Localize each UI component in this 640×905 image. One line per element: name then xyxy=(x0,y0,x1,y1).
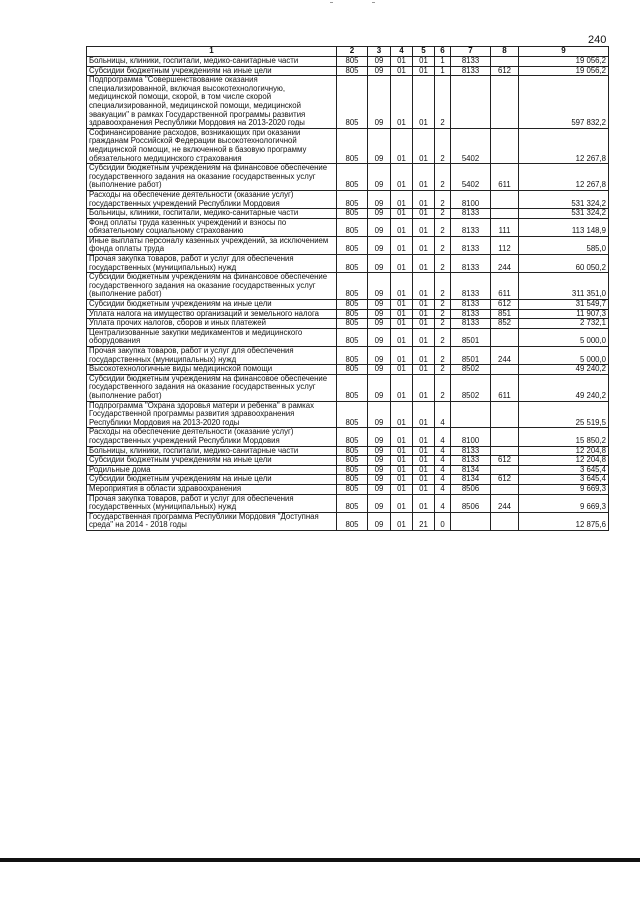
table-row xyxy=(87,347,609,365)
table-row xyxy=(87,456,609,466)
code-cell: 8502 xyxy=(451,374,491,401)
code-cell: 4 xyxy=(435,475,451,485)
code-cell: 8133 xyxy=(451,57,491,67)
code-cell: 01 xyxy=(413,374,435,401)
code-cell: 09 xyxy=(368,401,391,428)
expense-name-cell: Прочая закупка товаров, работ и услуг для обеспечения государственных (муниципальных) нужд xyxy=(87,494,337,512)
column-header: 9 xyxy=(519,47,609,57)
code-cell: 1 xyxy=(435,66,451,76)
code-cell: 01 xyxy=(391,76,413,129)
code-cell: 01 xyxy=(413,218,435,236)
amount-cell: 25 519,5 xyxy=(519,401,609,428)
code-cell: 8502 xyxy=(451,365,491,375)
code-cell: 01 xyxy=(413,57,435,67)
code-cell: 01 xyxy=(391,57,413,67)
code-cell: 805 xyxy=(337,190,368,208)
code-cell: 09 xyxy=(368,76,391,129)
table-row xyxy=(87,484,609,494)
expense-name-cell: Субсидии бюджетным учреждениям на финансовое обеспечение государственного задания на оказание государственных услуг (выполнение работ) xyxy=(87,273,337,300)
code-cell: 01 xyxy=(391,300,413,310)
code-cell: 8506 xyxy=(451,494,491,512)
amount-cell: 11 907,3 xyxy=(519,309,609,319)
amount-cell: 12 204,8 xyxy=(519,446,609,456)
code-cell xyxy=(491,428,519,446)
code-cell: 805 xyxy=(337,456,368,466)
expense-name-cell: Субсидии бюджетным учреждениям на финансовое обеспечение государственного задания на оказание государственных услуг (выполнение работ) xyxy=(87,164,337,191)
expense-name-cell: Больницы, клиники, госпитали, медико-санитарные части xyxy=(87,57,337,67)
code-cell: 01 xyxy=(413,428,435,446)
code-cell: 09 xyxy=(368,209,391,219)
code-cell: 01 xyxy=(413,446,435,456)
code-cell: 805 xyxy=(337,512,368,530)
code-cell: 21 xyxy=(413,512,435,530)
code-cell: 01 xyxy=(391,236,413,254)
code-cell: 01 xyxy=(391,66,413,76)
amount-cell: 31 549,7 xyxy=(519,300,609,310)
code-cell: 2 xyxy=(435,300,451,310)
code-cell: 8100 xyxy=(451,190,491,208)
table-row xyxy=(87,446,609,456)
expense-name-cell: Уплата прочих налогов, сборов и иных платежей xyxy=(87,319,337,329)
code-cell xyxy=(491,57,519,67)
code-cell: 01 xyxy=(413,66,435,76)
code-cell: 01 xyxy=(391,446,413,456)
code-cell: 01 xyxy=(413,465,435,475)
code-cell: 4 xyxy=(435,401,451,428)
code-cell: 01 xyxy=(391,347,413,365)
code-cell xyxy=(491,365,519,375)
code-cell: 8133 xyxy=(451,66,491,76)
code-cell: 805 xyxy=(337,446,368,456)
code-cell: 01 xyxy=(413,319,435,329)
column-header: 3 xyxy=(368,47,391,57)
code-cell: 8133 xyxy=(451,209,491,219)
code-cell: 612 xyxy=(491,456,519,466)
code-cell: 611 xyxy=(491,164,519,191)
code-cell: 01 xyxy=(391,512,413,530)
code-cell xyxy=(451,512,491,530)
code-cell: 8133 xyxy=(451,273,491,300)
code-cell: 01 xyxy=(413,273,435,300)
code-cell: 4 xyxy=(435,494,451,512)
code-cell: 01 xyxy=(391,328,413,346)
table-row xyxy=(87,209,609,219)
table-row xyxy=(87,365,609,375)
amount-cell: 113 148,9 xyxy=(519,218,609,236)
code-cell: 01 xyxy=(391,465,413,475)
expense-name-cell: Расходы на обеспечение деятельности (оказание услуг) государственных учреждений Республики Мордовия xyxy=(87,190,337,208)
code-cell: 01 xyxy=(413,328,435,346)
amount-cell: 3 645,4 xyxy=(519,475,609,485)
code-cell xyxy=(451,401,491,428)
amount-cell: 3 645,4 xyxy=(519,465,609,475)
code-cell: 09 xyxy=(368,374,391,401)
code-cell: 112 xyxy=(491,236,519,254)
scan-speck xyxy=(330,2,333,3)
code-cell: 805 xyxy=(337,57,368,67)
code-cell: 01 xyxy=(391,428,413,446)
code-cell: 01 xyxy=(391,484,413,494)
code-cell: 01 xyxy=(413,209,435,219)
expense-name-cell: Иные выплаты персоналу казенных учреждений, за исключением фонда оплаты труда xyxy=(87,236,337,254)
code-cell: 8133 xyxy=(451,456,491,466)
code-cell: 8134 xyxy=(451,475,491,485)
code-cell: 612 xyxy=(491,300,519,310)
code-cell: 805 xyxy=(337,218,368,236)
code-cell: 09 xyxy=(368,190,391,208)
expense-name-cell: Больницы, клиники, госпитали, медико-санитарные части xyxy=(87,209,337,219)
code-cell xyxy=(491,512,519,530)
table-row xyxy=(87,401,609,428)
code-cell: 01 xyxy=(413,76,435,129)
amount-cell: 9 669,3 xyxy=(519,494,609,512)
amount-cell: 9 669,3 xyxy=(519,484,609,494)
code-cell: 09 xyxy=(368,218,391,236)
code-cell xyxy=(451,76,491,129)
table-row xyxy=(87,76,609,129)
expense-name-cell: Субсидии бюджетным учреждениям на иные цели xyxy=(87,66,337,76)
code-cell: 805 xyxy=(337,475,368,485)
code-cell: 611 xyxy=(491,273,519,300)
code-cell: 805 xyxy=(337,255,368,273)
table-row xyxy=(87,218,609,236)
code-cell: 2 xyxy=(435,76,451,129)
code-cell: 805 xyxy=(337,494,368,512)
amount-cell: 12 875,6 xyxy=(519,512,609,530)
code-cell: 8501 xyxy=(451,347,491,365)
code-cell: 09 xyxy=(368,164,391,191)
table-row xyxy=(87,428,609,446)
code-cell: 09 xyxy=(368,465,391,475)
code-cell: 8100 xyxy=(451,428,491,446)
code-cell: 8133 xyxy=(451,319,491,329)
code-cell: 01 xyxy=(413,190,435,208)
code-cell: 01 xyxy=(391,309,413,319)
code-cell: 01 xyxy=(391,273,413,300)
code-cell: 09 xyxy=(368,300,391,310)
code-cell: 09 xyxy=(368,428,391,446)
code-cell: 01 xyxy=(413,494,435,512)
code-cell xyxy=(491,465,519,475)
code-cell: 09 xyxy=(368,494,391,512)
page-bottom-rule xyxy=(0,858,640,862)
code-cell: 09 xyxy=(368,456,391,466)
code-cell: 2 xyxy=(435,374,451,401)
table-row xyxy=(87,319,609,329)
code-cell: 09 xyxy=(368,57,391,67)
code-cell: 5402 xyxy=(451,164,491,191)
code-cell: 09 xyxy=(368,328,391,346)
code-cell: 8133 xyxy=(451,255,491,273)
code-cell: 2 xyxy=(435,128,451,163)
code-cell: 01 xyxy=(391,209,413,219)
code-cell: 805 xyxy=(337,309,368,319)
code-cell: 8133 xyxy=(451,236,491,254)
code-cell: 805 xyxy=(337,428,368,446)
expense-name-cell: Централизованные закупки медикаментов и медицинского оборудования xyxy=(87,328,337,346)
code-cell: 2 xyxy=(435,209,451,219)
code-cell: 8133 xyxy=(451,309,491,319)
table-body xyxy=(87,57,609,531)
amount-cell: 585,0 xyxy=(519,236,609,254)
table-row xyxy=(87,475,609,485)
code-cell: 2 xyxy=(435,365,451,375)
amount-cell: 12 267,8 xyxy=(519,164,609,191)
code-cell: 4 xyxy=(435,484,451,494)
code-cell: 805 xyxy=(337,328,368,346)
code-cell: 01 xyxy=(413,365,435,375)
code-cell: 01 xyxy=(391,164,413,191)
code-cell: 01 xyxy=(391,319,413,329)
code-cell: 805 xyxy=(337,401,368,428)
code-cell: 09 xyxy=(368,347,391,365)
code-cell: 2 xyxy=(435,309,451,319)
code-cell: 805 xyxy=(337,128,368,163)
code-cell: 09 xyxy=(368,66,391,76)
code-cell: 2 xyxy=(435,328,451,346)
code-cell: 805 xyxy=(337,319,368,329)
expense-name-cell: Подпрограмма "Совершенствование оказания специализированной, включая высокотехнологичную, медицинской помощи, скорой, в том числе скорой специализированной, медицинской помощи, медицинской эвакуации" в рамках Государственной программы развития здравоохранения Республики Мордовия на 2013-2020 годы xyxy=(87,76,337,129)
code-cell xyxy=(491,76,519,129)
code-cell: 09 xyxy=(368,484,391,494)
code-cell: 8134 xyxy=(451,465,491,475)
column-header: 8 xyxy=(491,47,519,57)
code-cell: 09 xyxy=(368,319,391,329)
amount-cell: 15 850,2 xyxy=(519,428,609,446)
code-cell: 09 xyxy=(368,255,391,273)
code-cell: 2 xyxy=(435,319,451,329)
code-cell: 5402 xyxy=(451,128,491,163)
amount-cell: 60 050,2 xyxy=(519,255,609,273)
code-cell: 09 xyxy=(368,365,391,375)
code-cell: 01 xyxy=(413,300,435,310)
expense-name-cell: Высокотехнологичные виды медицинской помощи xyxy=(87,365,337,375)
code-cell: 8133 xyxy=(451,446,491,456)
code-cell: 8133 xyxy=(451,300,491,310)
code-cell xyxy=(491,446,519,456)
code-cell: 851 xyxy=(491,309,519,319)
code-cell xyxy=(491,190,519,208)
expense-name-cell: Субсидии бюджетным учреждениям на иные цели xyxy=(87,300,337,310)
amount-cell: 12 204,8 xyxy=(519,456,609,466)
code-cell: 09 xyxy=(368,128,391,163)
table-row xyxy=(87,300,609,310)
code-cell: 852 xyxy=(491,319,519,329)
code-cell: 805 xyxy=(337,273,368,300)
code-cell: 01 xyxy=(391,255,413,273)
code-cell xyxy=(491,128,519,163)
table-row xyxy=(87,465,609,475)
table-row xyxy=(87,309,609,319)
amount-cell: 19 056,2 xyxy=(519,57,609,67)
code-cell: 244 xyxy=(491,255,519,273)
column-header: 1 xyxy=(87,47,337,57)
expense-name-cell: Расходы на обеспечение деятельности (оказание услуг) государственных учреждений Республики Мордовия xyxy=(87,428,337,446)
code-cell: 01 xyxy=(413,164,435,191)
code-cell: 01 xyxy=(413,309,435,319)
table-row xyxy=(87,328,609,346)
code-cell: 09 xyxy=(368,446,391,456)
code-cell: 612 xyxy=(491,66,519,76)
code-cell: 2 xyxy=(435,255,451,273)
code-cell: 8133 xyxy=(451,218,491,236)
code-cell: 805 xyxy=(337,347,368,365)
code-cell: 805 xyxy=(337,236,368,254)
code-cell: 805 xyxy=(337,209,368,219)
code-cell: 1 xyxy=(435,57,451,67)
code-cell: 0 xyxy=(435,512,451,530)
expense-name-cell: Субсидии бюджетным учреждениям на иные цели xyxy=(87,475,337,485)
table-row xyxy=(87,512,609,530)
page-number: 240 xyxy=(588,34,607,46)
column-header: 6 xyxy=(435,47,451,57)
table-row xyxy=(87,190,609,208)
code-cell: 09 xyxy=(368,236,391,254)
expense-name-cell: Субсидии бюджетным учреждениям на иные цели xyxy=(87,456,337,466)
code-cell: 805 xyxy=(337,465,368,475)
scan-speck xyxy=(372,2,375,3)
table-row xyxy=(87,236,609,254)
code-cell: 611 xyxy=(491,374,519,401)
code-cell: 805 xyxy=(337,374,368,401)
code-cell: 2 xyxy=(435,236,451,254)
code-cell: 4 xyxy=(435,456,451,466)
column-header: 2 xyxy=(337,47,368,57)
code-cell: 01 xyxy=(413,128,435,163)
code-cell: 111 xyxy=(491,218,519,236)
code-cell: 2 xyxy=(435,190,451,208)
code-cell: 09 xyxy=(368,512,391,530)
code-cell: 01 xyxy=(413,347,435,365)
amount-cell: 49 240,2 xyxy=(519,365,609,375)
expense-name-cell: Больницы, клиники, госпитали, медико-санитарные части xyxy=(87,446,337,456)
code-cell: 01 xyxy=(391,475,413,485)
code-cell: 244 xyxy=(491,494,519,512)
budget-table xyxy=(86,46,609,531)
code-cell: 4 xyxy=(435,465,451,475)
table-row xyxy=(87,494,609,512)
code-cell: 01 xyxy=(413,475,435,485)
table-row xyxy=(87,255,609,273)
code-cell: 4 xyxy=(435,446,451,456)
code-cell: 805 xyxy=(337,300,368,310)
code-cell: 805 xyxy=(337,66,368,76)
amount-cell: 19 056,2 xyxy=(519,66,609,76)
code-cell: 09 xyxy=(368,309,391,319)
code-cell: 01 xyxy=(391,218,413,236)
code-cell: 01 xyxy=(391,374,413,401)
expense-name-cell: Подпрограмма "Охрана здоровья матери и ребенка" в рамках Государственной программы развития здравоохранения Республики Мордовия на 2013-2020 годы xyxy=(87,401,337,428)
code-cell: 09 xyxy=(368,475,391,485)
code-cell: 01 xyxy=(391,128,413,163)
amount-cell: 2 732,1 xyxy=(519,319,609,329)
code-cell: 01 xyxy=(413,456,435,466)
amount-cell: 49 240,2 xyxy=(519,374,609,401)
amount-cell: 12 267,8 xyxy=(519,128,609,163)
code-cell: 805 xyxy=(337,484,368,494)
code-cell: 01 xyxy=(413,255,435,273)
code-cell: 01 xyxy=(391,365,413,375)
expense-name-cell: Мероприятия в области здравоохранения xyxy=(87,484,337,494)
expense-name-cell: Государственная программа Республики Мордовия "Доступная среда" на 2014 - 2018 годы xyxy=(87,512,337,530)
table-row xyxy=(87,164,609,191)
table-row xyxy=(87,57,609,67)
code-cell: 805 xyxy=(337,164,368,191)
code-cell: 612 xyxy=(491,475,519,485)
code-cell xyxy=(491,209,519,219)
code-cell: 8506 xyxy=(451,484,491,494)
code-cell: 09 xyxy=(368,273,391,300)
table-row xyxy=(87,374,609,401)
code-cell: 01 xyxy=(413,236,435,254)
expense-name-cell: Софинансирование расходов, возникающих при оказании гражданам Российской Федерации высокотехнологичной медицинской помощи, не включенной в базовую программу обязательного медицинского страхования xyxy=(87,128,337,163)
code-cell: 2 xyxy=(435,164,451,191)
amount-cell: 597 832,2 xyxy=(519,76,609,129)
expense-name-cell: Прочая закупка товаров, работ и услуг для обеспечения государственных (муниципальных) нужд xyxy=(87,347,337,365)
table-header-row xyxy=(87,47,609,57)
code-cell: 01 xyxy=(391,401,413,428)
table-row xyxy=(87,273,609,300)
code-cell: 805 xyxy=(337,365,368,375)
expense-name-cell: Прочая закупка товаров, работ и услуг для обеспечения государственных (муниципальных) нужд xyxy=(87,255,337,273)
code-cell: 2 xyxy=(435,218,451,236)
code-cell xyxy=(491,328,519,346)
code-cell xyxy=(491,484,519,494)
code-cell: 4 xyxy=(435,428,451,446)
code-cell: 01 xyxy=(391,456,413,466)
expense-name-cell: Уплата налога на имущество организаций и земельного налога xyxy=(87,309,337,319)
table-row xyxy=(87,66,609,76)
column-header: 4 xyxy=(391,47,413,57)
code-cell xyxy=(491,401,519,428)
amount-cell: 311 351,0 xyxy=(519,273,609,300)
amount-cell: 5 000,0 xyxy=(519,328,609,346)
table-row xyxy=(87,128,609,163)
code-cell: 2 xyxy=(435,347,451,365)
code-cell: 01 xyxy=(391,494,413,512)
code-cell: 2 xyxy=(435,273,451,300)
code-cell: 01 xyxy=(413,401,435,428)
code-cell: 01 xyxy=(391,190,413,208)
code-cell: 8501 xyxy=(451,328,491,346)
expense-name-cell: Субсидии бюджетным учреждениям на финансовое обеспечение государственного задания на оказание государственных услуг (выполнение работ) xyxy=(87,374,337,401)
expense-name-cell: Фонд оплаты труда казенных учреждений и взносы по обязательному социальному страхованию xyxy=(87,218,337,236)
code-cell: 805 xyxy=(337,76,368,129)
column-header: 7 xyxy=(451,47,491,57)
amount-cell: 5 000,0 xyxy=(519,347,609,365)
expense-name-cell: Родильные дома xyxy=(87,465,337,475)
code-cell: 244 xyxy=(491,347,519,365)
amount-cell: 531 324,2 xyxy=(519,209,609,219)
column-header: 5 xyxy=(413,47,435,57)
amount-cell: 531 324,2 xyxy=(519,190,609,208)
code-cell: 01 xyxy=(413,484,435,494)
